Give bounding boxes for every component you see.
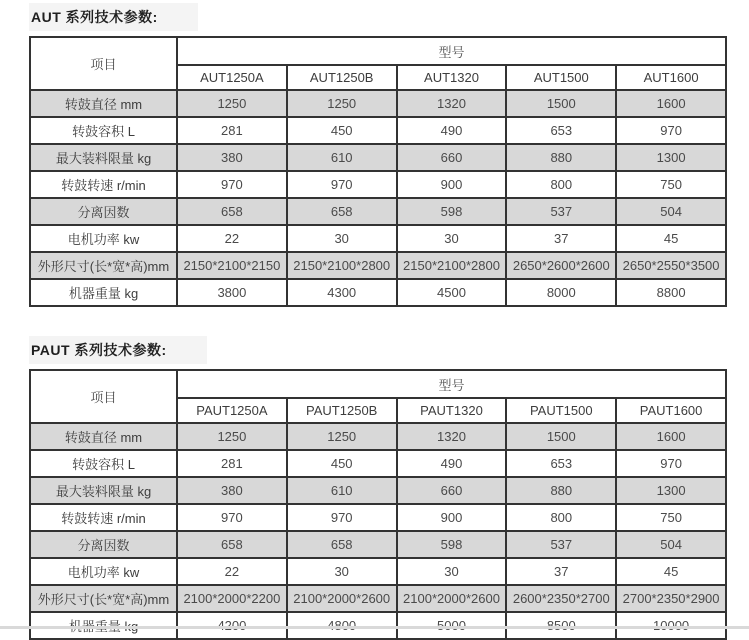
table-row: [30, 504, 726, 531]
value-cell: 1250: [287, 423, 397, 450]
value-cell: 2700*2350*2900: [616, 585, 726, 612]
bottom-divider: [0, 626, 749, 629]
value-cell: 2100*2000*2600: [397, 585, 507, 612]
value-cell: 490: [397, 117, 507, 144]
table-row: [30, 198, 726, 225]
table-row: [30, 477, 726, 504]
value-cell: 37: [506, 558, 616, 585]
aut-spec-table: [29, 36, 727, 307]
value-cell: 2150*2100*2150: [177, 252, 287, 279]
value-cell: 380: [177, 477, 287, 504]
row-label: 转鼓容积 L: [30, 117, 177, 144]
value-cell: 4300: [287, 279, 397, 306]
value-cell: 30: [397, 225, 507, 252]
value-cell: 970: [287, 504, 397, 531]
paut-spec-table: [29, 369, 727, 640]
value-cell: 30: [397, 558, 507, 585]
table-row: [30, 252, 726, 279]
value-cell: 4500: [397, 279, 507, 306]
value-cell: 281: [177, 117, 287, 144]
value-cell: 537: [506, 198, 616, 225]
value-cell: 800: [506, 171, 616, 198]
value-cell: 1250: [287, 90, 397, 117]
value-cell: 610: [287, 477, 397, 504]
paut-section-title: PAUT 系列技术参数:: [29, 336, 207, 364]
model-header: PAUT1250A: [177, 398, 287, 423]
value-cell: 2100*2000*2200: [177, 585, 287, 612]
value-cell: 22: [177, 558, 287, 585]
value-cell: 970: [287, 171, 397, 198]
model-header: AUT1250B: [287, 65, 397, 90]
value-cell: 8000: [506, 279, 616, 306]
row-label: 电机功率 kw: [30, 558, 177, 585]
value-cell: 653: [506, 117, 616, 144]
value-cell: 45: [616, 558, 726, 585]
row-label: 转鼓转速 r/min: [30, 504, 177, 531]
row-label: 转鼓转速 r/min: [30, 171, 177, 198]
value-cell: 281: [177, 450, 287, 477]
value-cell: 2600*2350*2700: [506, 585, 616, 612]
value-cell: 880: [506, 144, 616, 171]
table-row: [30, 225, 726, 252]
row-label: 外形尺寸(长*宽*高)mm: [30, 585, 177, 612]
table-row: [30, 423, 726, 450]
value-cell: 900: [397, 171, 507, 198]
header-group-row: [30, 37, 726, 65]
aut-table-body: [30, 90, 726, 306]
value-cell: 490: [397, 450, 507, 477]
value-cell: 22: [177, 225, 287, 252]
paut-table-body: [30, 423, 726, 639]
paut-table-head: [30, 370, 726, 423]
table-row: [30, 117, 726, 144]
model-header: AUT1500: [506, 65, 616, 90]
row-label: 外形尺寸(长*宽*高)mm: [30, 252, 177, 279]
value-cell: 750: [616, 171, 726, 198]
value-cell: 504: [616, 531, 726, 558]
value-cell: 660: [397, 477, 507, 504]
value-cell: 750: [616, 504, 726, 531]
model-header: PAUT1600: [616, 398, 726, 423]
value-cell: 30: [287, 558, 397, 585]
value-cell: 970: [616, 117, 726, 144]
model-header: PAUT1250B: [287, 398, 397, 423]
value-cell: 653: [506, 450, 616, 477]
value-cell: 610: [287, 144, 397, 171]
row-label: 机器重量 kg: [30, 279, 177, 306]
value-cell: 658: [287, 198, 397, 225]
value-cell: 537: [506, 531, 616, 558]
table-row: [30, 531, 726, 558]
value-cell: 2150*2100*2800: [287, 252, 397, 279]
model-header: PAUT1500: [506, 398, 616, 423]
value-cell: 658: [177, 198, 287, 225]
value-cell: 598: [397, 198, 507, 225]
item-header: 项目: [30, 37, 177, 90]
value-cell: 8800: [616, 279, 726, 306]
table-row: [30, 585, 726, 612]
value-cell: 880: [506, 477, 616, 504]
model-header: AUT1320: [397, 65, 507, 90]
value-cell: 380: [177, 144, 287, 171]
value-cell: 450: [287, 117, 397, 144]
value-cell: 658: [287, 531, 397, 558]
value-cell: 1250: [177, 90, 287, 117]
row-label: 最大装料限量 kg: [30, 144, 177, 171]
value-cell: 2150*2100*2800: [397, 252, 507, 279]
header-group-row: [30, 370, 726, 398]
value-cell: 1250: [177, 423, 287, 450]
row-label: 转鼓容积 L: [30, 450, 177, 477]
value-cell: 598: [397, 531, 507, 558]
row-label: 转鼓直径 mm: [30, 423, 177, 450]
value-cell: 800: [506, 504, 616, 531]
value-cell: 30: [287, 225, 397, 252]
item-header: 项目: [30, 370, 177, 423]
value-cell: 1300: [616, 144, 726, 171]
value-cell: 900: [397, 504, 507, 531]
value-cell: 970: [616, 450, 726, 477]
value-cell: 37: [506, 225, 616, 252]
model-group-header: 型号: [177, 37, 726, 65]
table-row: [30, 279, 726, 306]
row-label: 分离因数: [30, 198, 177, 225]
model-header: AUT1600: [616, 65, 726, 90]
value-cell: 660: [397, 144, 507, 171]
aut-table-head: [30, 37, 726, 90]
paut-spec-section: [29, 336, 727, 640]
table-row: [30, 144, 726, 171]
value-cell: 504: [616, 198, 726, 225]
aut-section-title: AUT 系列技术参数:: [29, 3, 198, 31]
value-cell: 2650*2600*2600: [506, 252, 616, 279]
model-header: AUT1250A: [177, 65, 287, 90]
value-cell: 1600: [616, 423, 726, 450]
value-cell: 2100*2000*2600: [287, 585, 397, 612]
value-cell: 1600: [616, 90, 726, 117]
value-cell: 1500: [506, 90, 616, 117]
table-row: [30, 558, 726, 585]
value-cell: 1320: [397, 423, 507, 450]
value-cell: 1300: [616, 477, 726, 504]
table-row: [30, 171, 726, 198]
model-header: PAUT1320: [397, 398, 507, 423]
value-cell: 3800: [177, 279, 287, 306]
table-row: [30, 90, 726, 117]
model-group-header: 型号: [177, 370, 726, 398]
value-cell: 45: [616, 225, 726, 252]
row-label: 分离因数: [30, 531, 177, 558]
row-label: 电机功率 kw: [30, 225, 177, 252]
value-cell: 2650*2550*3500: [616, 252, 726, 279]
value-cell: 1320: [397, 90, 507, 117]
aut-spec-section: [29, 3, 727, 307]
value-cell: 970: [177, 171, 287, 198]
value-cell: 450: [287, 450, 397, 477]
row-label: 转鼓直径 mm: [30, 90, 177, 117]
value-cell: 1500: [506, 423, 616, 450]
row-label: 最大装料限量 kg: [30, 477, 177, 504]
table-row: [30, 450, 726, 477]
value-cell: 970: [177, 504, 287, 531]
value-cell: 658: [177, 531, 287, 558]
